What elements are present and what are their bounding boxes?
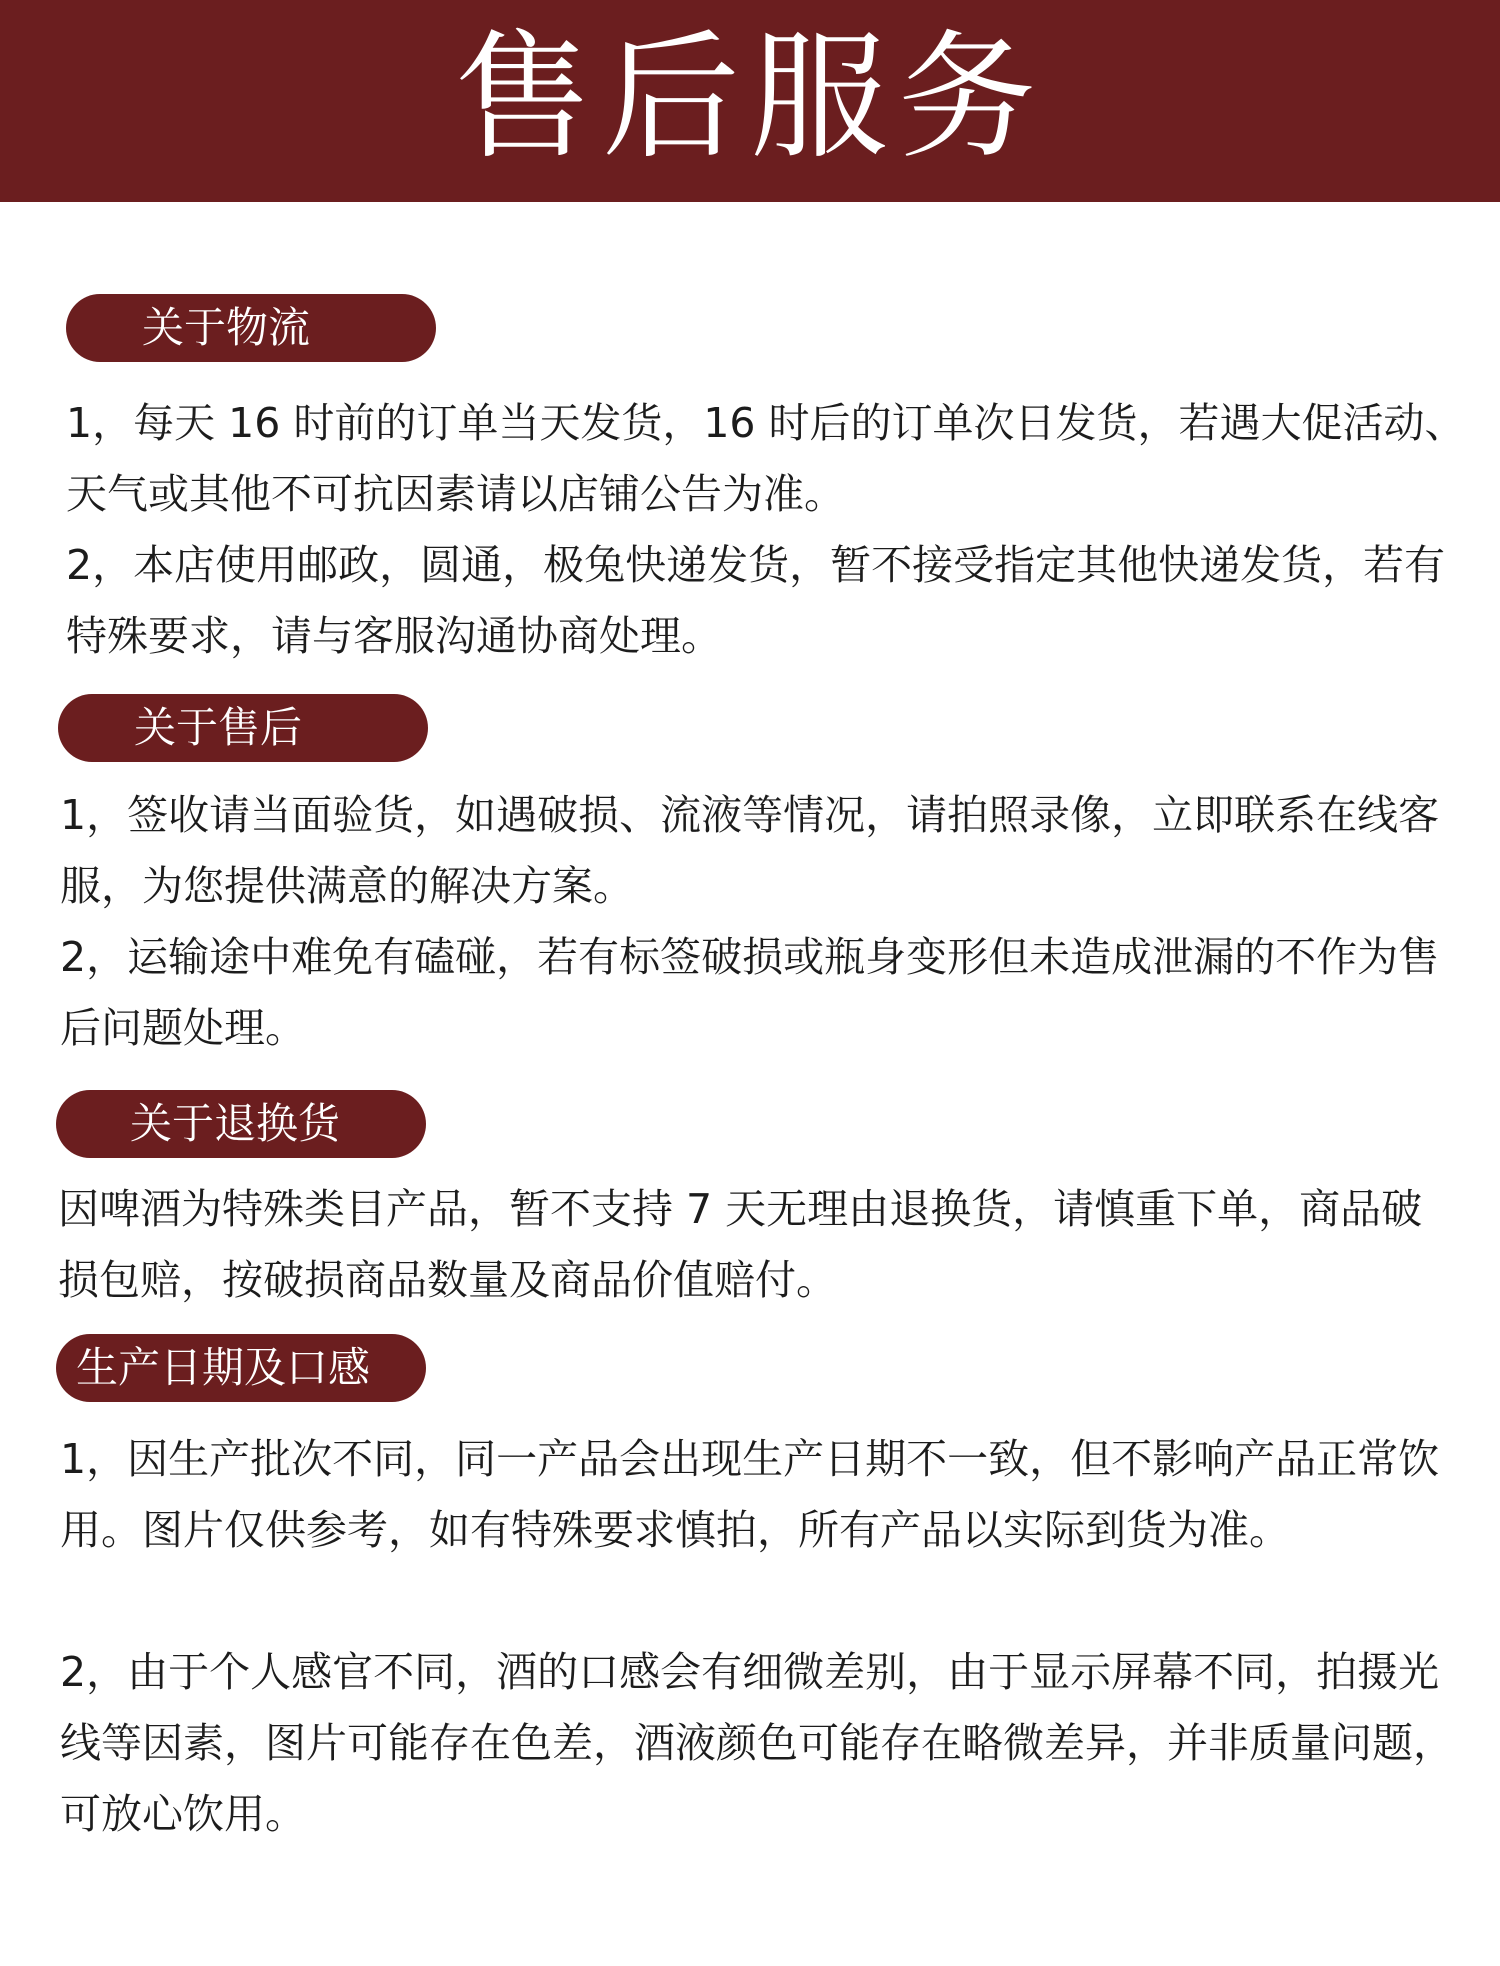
section-heading-production-date-taste: 生产日期及口感	[56, 1334, 426, 1402]
header-banner	[0, 0, 1500, 202]
returns-paragraph: 因啤酒为特殊类目产品，暂不支持 7 天无理由退换货，请慎重下单，商品破损包赔，按破损商品数量及商品价值赔付。	[58, 1185, 1423, 1304]
production-paragraph-1: 1，因生产批次不同，同一产品会出现生产日期不一致，但不影响产品正常饮用。图片仅供参考，如有特殊要求慎拍，所有产品以实际到货为准。	[60, 1435, 1440, 1554]
logistics-paragraph-2: 2，本店使用邮政，圆通，极兔快递发货，暂不接受指定其他快递发货，若有特殊要求，请与客服沟通协商处理。	[66, 541, 1446, 660]
page-title: 售后服务	[453, 17, 1046, 178]
after-sales-paragraph-2: 2，运输途中难免有磕碰，若有标签破损或瓶身变形但未造成泄漏的不作为售后问题处理。	[60, 933, 1440, 1052]
section-heading-logistics: 关于物流	[66, 294, 436, 362]
section-heading-after-sales: 关于售后	[58, 694, 428, 762]
section-heading-returns: 关于退换货	[56, 1090, 426, 1158]
logistics-paragraph-1: 1，每天 16 时前的订单当天发货，16 时后的订单次日发货，若遇大促活动、天气或其他不可抗因素请以店铺公告为准。	[66, 399, 1466, 518]
production-paragraph-2: 2，由于个人感官不同，酒的口感会有细微差别，由于显示屏幕不同，拍摄光线等因素，图片可能存在色差，酒液颜色可能存在略微差异，并非质量问题，可放心饮用。	[60, 1648, 1454, 1838]
after-sales-paragraph-1: 1，签收请当面验货，如遇破损、流液等情况，请拍照录像，立即联系在线客服，为您提供满意的解决方案。	[60, 791, 1440, 910]
